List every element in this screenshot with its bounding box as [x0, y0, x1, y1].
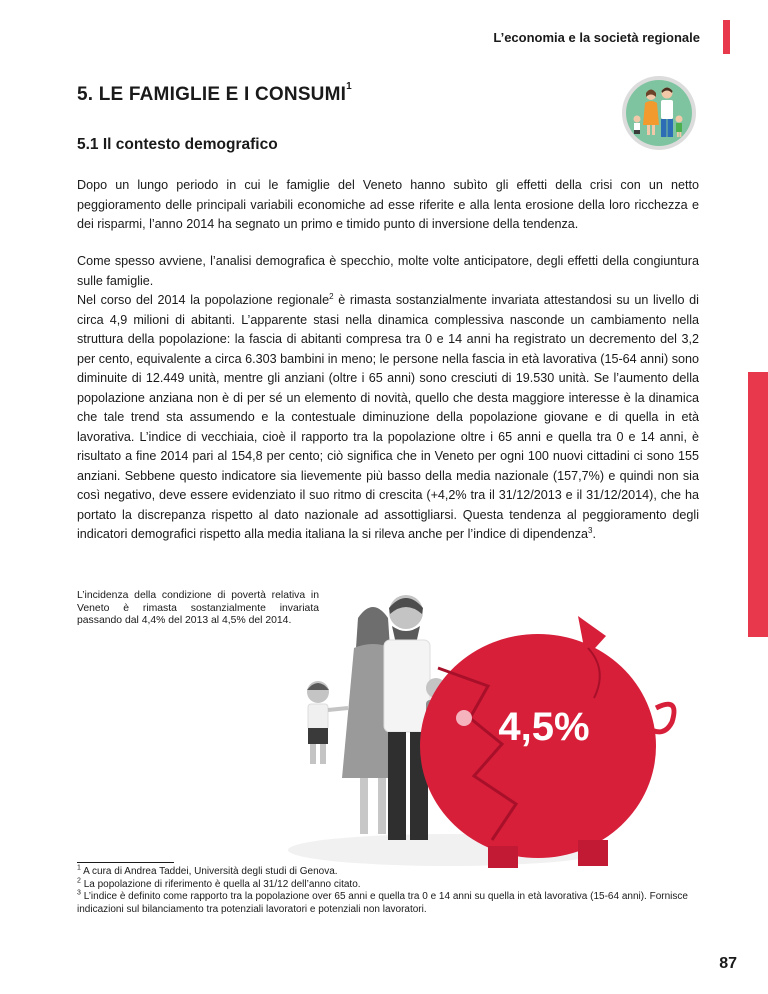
footnote-1	[77, 866, 717, 879]
page-number: 87	[719, 955, 737, 972]
footnote-text: La popolazione di riferimento è quella al 31/12 dell’anno citato.	[83, 878, 361, 890]
footnote-num: 3	[77, 889, 81, 897]
footnote-ref-1: 1	[346, 80, 352, 92]
paragraph-intro	[77, 176, 699, 235]
poverty-rate-label: 4,5%	[498, 705, 590, 749]
paragraph-demography-lead: Come spesso avviene, l’analisi demografica è specchio, molte volte anticipatore, degli effetti della congiuntura sulle famiglie.	[77, 254, 699, 288]
paragraph-demography-end: .	[592, 527, 596, 541]
family-icon	[621, 75, 697, 151]
footnote-num: 2	[77, 877, 81, 885]
running-header: L’economia e la società regionale	[493, 30, 700, 45]
paragraph-demography-body	[77, 291, 699, 545]
footnote-3	[77, 891, 717, 916]
paragraph-demography	[77, 252, 699, 545]
footnote-num: 1	[77, 864, 81, 872]
footnote-2	[77, 879, 717, 892]
paragraph-demography-b: è rimasta sostanzialmente invariata attestandosi su un livello di circa 4,9 milioni di abitanti. L’apparente stasi nella dinamica complessiva nasconde un cambiamento nella struttura della popolazione: la fascia di abitanti compresa tra 0 e 14 anni ha registrato un decremento del 3,2 per cento, equivalente a circa 6.303 bambini in meno; le persone nella fascia in età lavorativa (15-64 anni) sono diminuite di 12.449 unità, mentre gli anziani (oltre i 65 anni) sono cresciuti di 19.530 unità. Se l’aumento della popolazione anziana non è di per sé un elemento di novità, quello che desta maggiore interesse è la dinamica che tale trend sta assumendo e la contestuale diminuzione della popolazione giovane e di quella in età lavorativa. L’indice di vecchiaia, cioè il rapporto tra la popolazione oltre i 65 anni e quella tra 0 e 14 anni, è risultato a fine 2014 pari al 154,8 per cento; ciò significa che in Veneto per ogni 100 nuovi cittadini ci sono 155 anziani. Sebbene questo indicatore sia lievemente più basso della media nazionale (157,7%) e quindi non sia così negativo, deve essere evidenziato il suo ritmo di crescita (+4,2% tra il 31/12/2013 e il 31/12/2014), che ha portato la discrepanza rispetto al dato nazionale ad assottigliarsi. Questa tendenza al peggioramento degli indicatori demografici rispetto alla media italiana la si rileva anche per l’indice di dipendenza	[77, 293, 699, 541]
piggy-bank-icon	[420, 616, 674, 868]
family-piggy-illustration	[288, 578, 698, 882]
section-title: 5.1 Il contesto demografico	[77, 136, 278, 153]
footnote-ref-2: 2	[329, 291, 334, 301]
illustration-caption: L’incidenza della condizione di povertà relativa in Veneto è rimasta sostanzialmente invariata passando dal 4,4% del 2013 al 4,5% del 2014.	[77, 590, 319, 627]
side-accent-bar	[748, 372, 768, 637]
footnote-text: L’indice è definito come rapporto tra la popolazione over 65 anni e quella tra 0 e 14 anni su quella in età lavorativa (15-64 anni). Fornisce indicazioni sul bilanciamento tra potenziali lavoratori e potenziali non lavoratori.	[77, 891, 688, 915]
header-accent-bar	[723, 20, 730, 54]
paragraph-intro-text: Dopo un lungo periodo in cui le famiglie del Veneto hanno subìto gli effetti della crisi con un netto peggioramento delle principali variabili economiche ad esse riferite e alla lenta erosione della loro ricchezza e dei risparmi, l’anno 2014 ha segnato un primo e timido punto di inversione della tendenza.	[77, 178, 699, 231]
footnotes	[77, 866, 717, 916]
chapter-title	[77, 80, 352, 106]
footnote-divider	[77, 862, 174, 863]
chapter-title-text: 5. LE FAMIGLIE E I CONSUMI	[77, 84, 347, 105]
footnote-text: A cura di Andrea Taddei, Università degli studi di Genova.	[83, 866, 338, 877]
footnote-ref-3: 3	[588, 525, 593, 535]
paragraph-demography-a: Nel corso del 2014 la popolazione regionale	[77, 293, 330, 307]
